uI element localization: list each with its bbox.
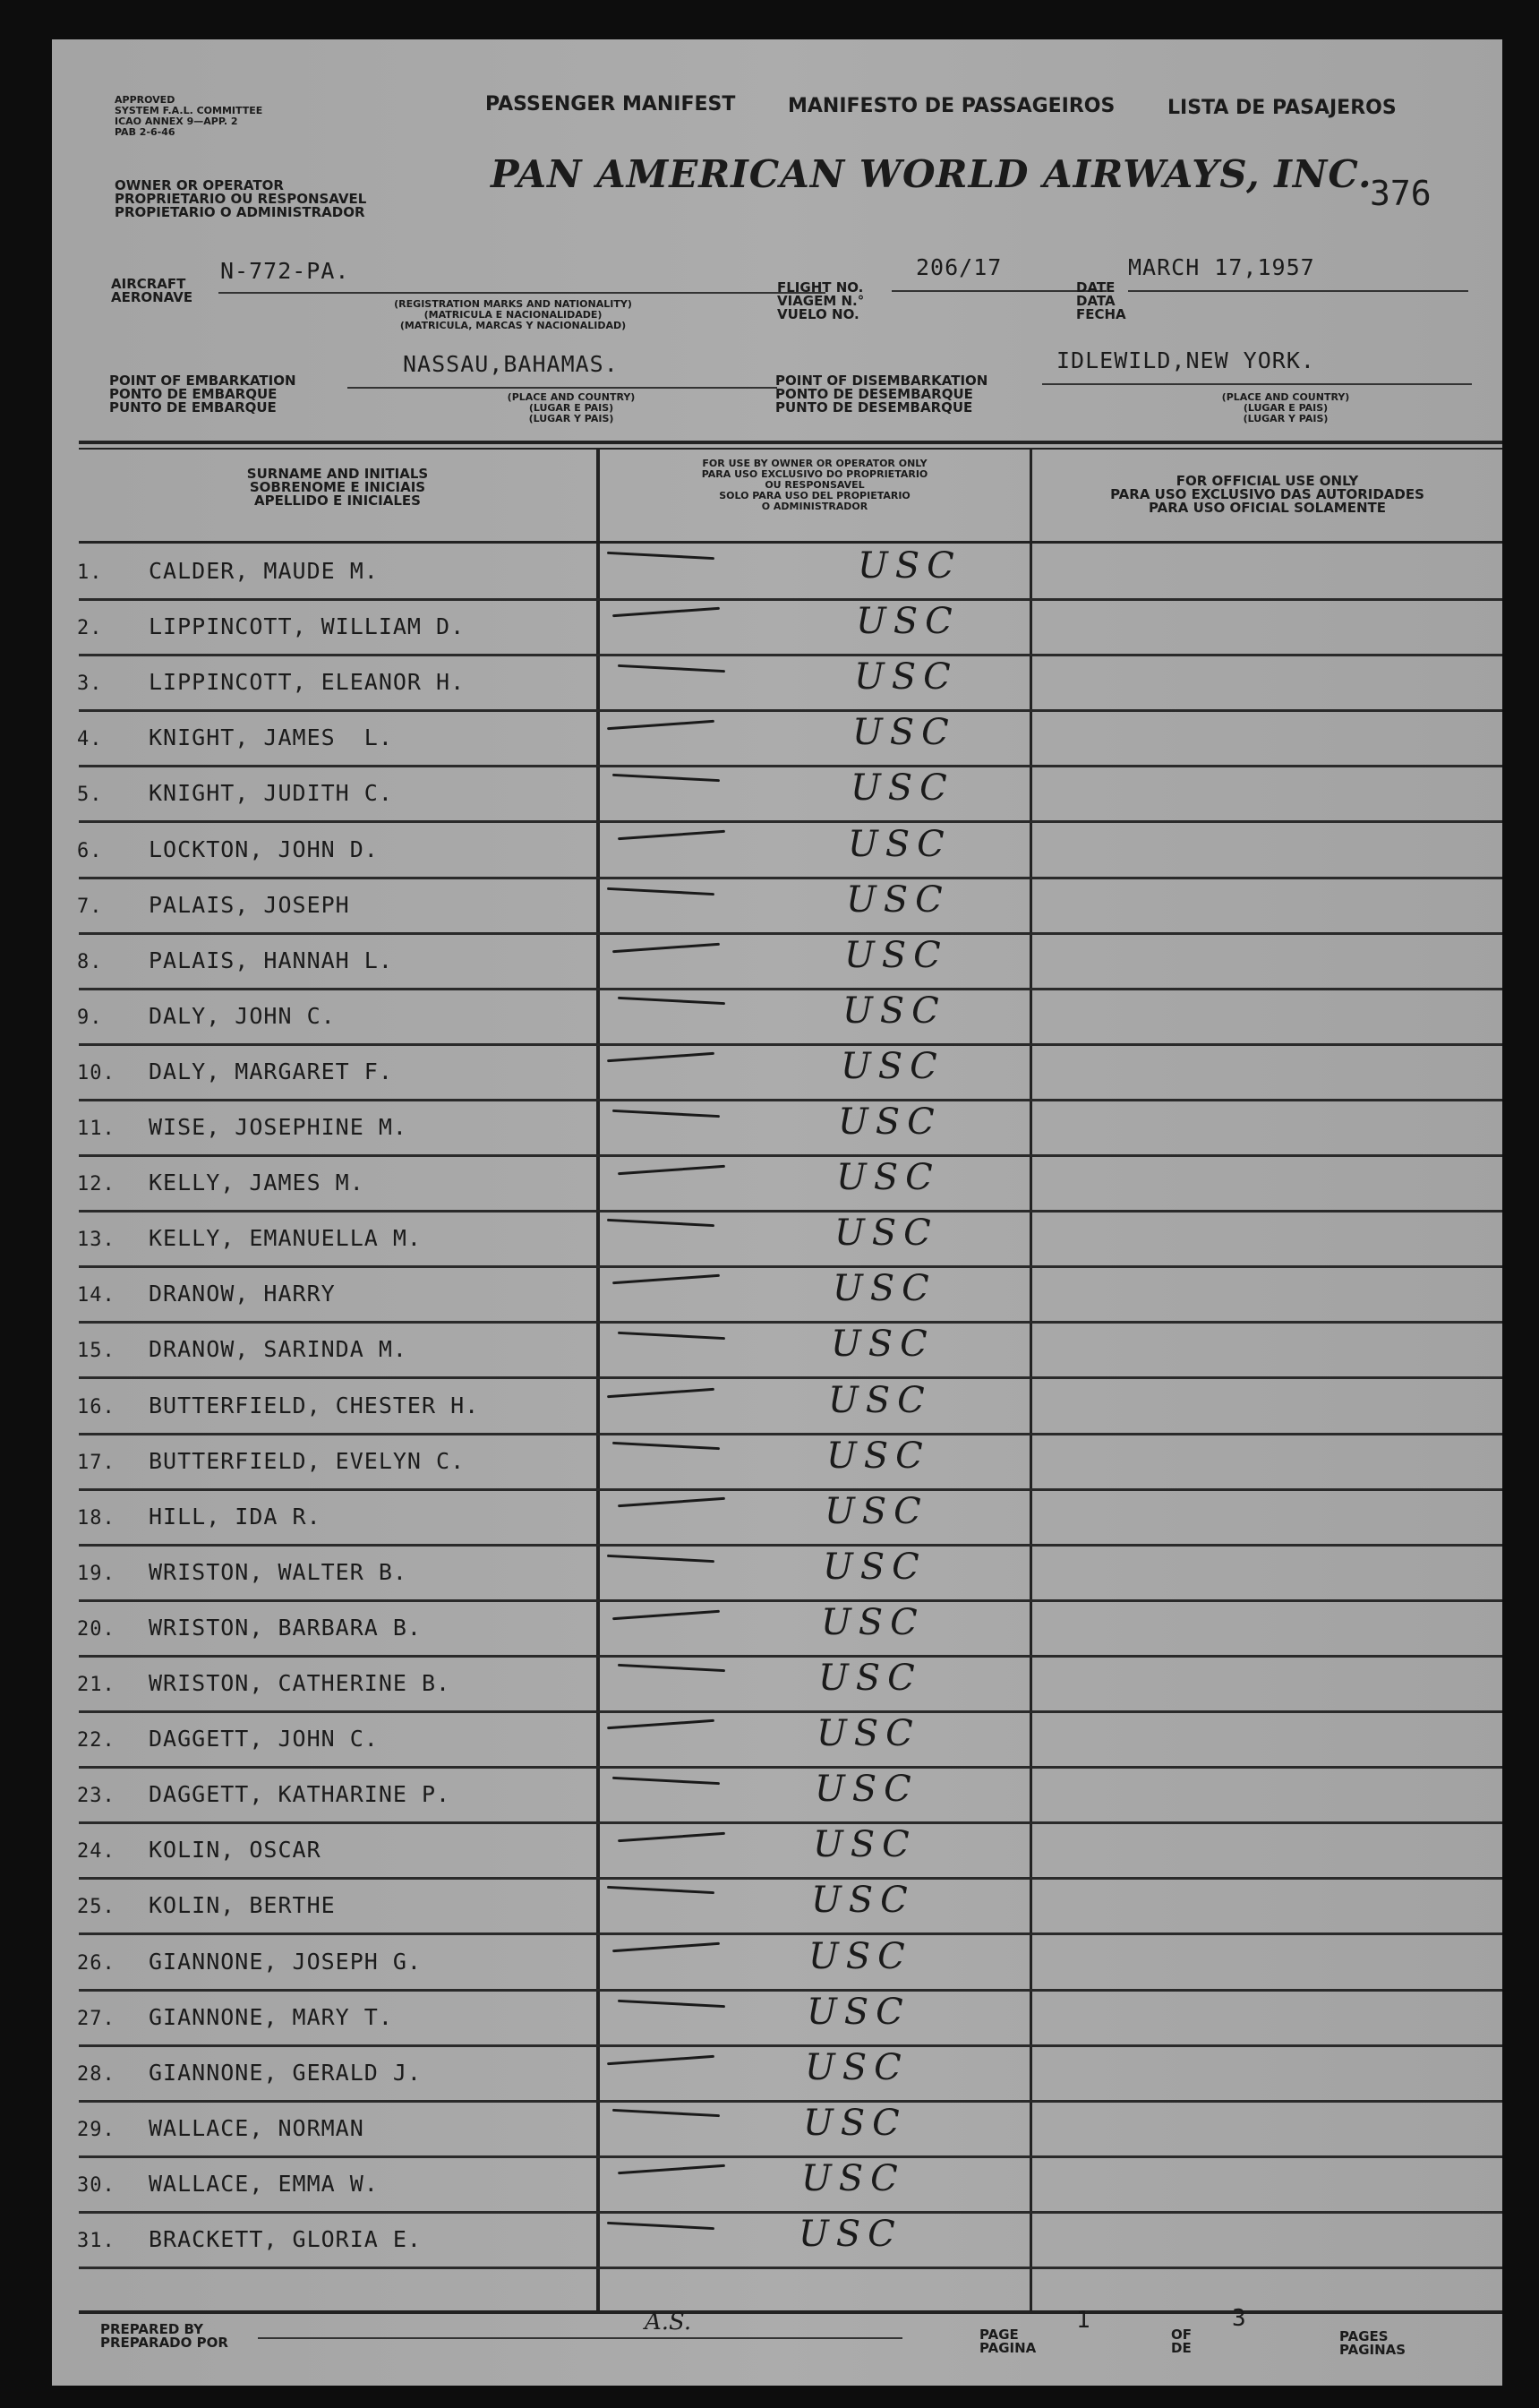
row-number: 2. [77, 617, 103, 640]
disembarkation-value: IDLEWILD,NEW YORK. [1056, 347, 1315, 373]
flight-label-line: FLIGHT NO. [777, 279, 864, 296]
row-number: 21. [77, 1674, 115, 1696]
row-number: 1. [77, 561, 103, 584]
flight-underline [892, 290, 1107, 292]
pen-dash [612, 1941, 720, 1951]
table-row [52, 879, 1502, 935]
table-row [52, 767, 1502, 823]
pen-dash [607, 2055, 714, 2065]
row-number: 8. [77, 950, 103, 973]
table-row [52, 601, 1502, 656]
row-number: 20. [77, 1617, 115, 1641]
table-row [52, 935, 1502, 990]
table-row [52, 824, 1502, 879]
row-number: 9. [77, 1006, 103, 1029]
passenger-name: DALY, MARGARET F. [149, 1058, 393, 1084]
passenger-name: BRACKETT, GLORIA E. [149, 2226, 422, 2252]
table-row [52, 1101, 1502, 1157]
passenger-name: KELLY, JAMES M. [149, 1170, 364, 1196]
pages-label-line: PAGES [1339, 2328, 1389, 2344]
citizenship-mark: USC [805, 2046, 909, 2088]
table-row [52, 1380, 1502, 1435]
pen-dash [612, 1777, 720, 1785]
column-header-names [79, 467, 596, 508]
passenger-name: CALDER, MAUDE M. [149, 558, 379, 584]
page-label-line: PAGE [979, 2327, 1019, 2343]
of-value: 3 [1232, 2305, 1246, 2332]
aircraft-note [312, 299, 714, 331]
citizenship-mark: USC [844, 934, 948, 976]
column-header-line: PARA USO EXCLUSIVO DO PROPRIETARIO [701, 468, 928, 480]
header-bottom-rule [79, 541, 1502, 544]
table-row [52, 1547, 1502, 1602]
citizenship-mark: USC [852, 712, 956, 754]
page-label [979, 2328, 1036, 2355]
of-label-line: DE [1171, 2340, 1192, 2356]
passenger-name: GIANNONE, MARY T. [149, 2003, 393, 2030]
passenger-name: PALAIS, JOSEPH [149, 891, 350, 918]
passenger-name: WISE, JOSEPHINE M. [149, 1114, 407, 1140]
citizenship-mark: USC [831, 1324, 935, 1366]
citizenship-mark: USC [851, 767, 954, 810]
prepared-label-line: PREPARADO POR [100, 2335, 228, 2351]
table-row [52, 2158, 1502, 2214]
column-header-line: APELLIDO E INICIALES [254, 493, 421, 509]
citizenship-mark: USC [815, 1769, 919, 1811]
table-row [52, 1491, 1502, 1547]
owner-label-line: PROPIETARIO O ADMINISTRADOR [115, 204, 365, 220]
column-header-line: PARA USO OFICIAL SOLAMENTE [1148, 500, 1387, 516]
table-row [52, 1992, 1502, 2047]
embarkation-label-line: PONTO DE EMBARQUE [109, 386, 278, 402]
aircraft-label-line: AIRCRAFT [111, 276, 186, 292]
pen-dash [607, 1886, 714, 1894]
pages-label-line: PAGINAS [1339, 2342, 1406, 2358]
table-row [52, 1713, 1502, 1769]
pen-dash [607, 552, 714, 560]
embarkation-note-line: (LUGAR E PAIS) [528, 402, 614, 414]
of-label [1171, 2328, 1192, 2355]
title-en: PASSENGER MANIFEST [485, 93, 736, 116]
citizenship-mark: USC [808, 1935, 912, 1977]
passenger-name: KOLIN, OSCAR [149, 1837, 321, 1864]
pen-dash [618, 2164, 725, 2174]
title-pt: MANIFESTO DE PASSAGEIROS [788, 95, 1116, 117]
citizenship-mark: USC [823, 1546, 927, 1588]
passenger-name: PALAIS, HANNAH L. [149, 947, 393, 973]
column-header-line: SOLO PARA USO DEL PROPIETARIO [719, 490, 911, 501]
aircraft-note-line: (MATRICULA, MARCAS Y NACIONALIDAD) [399, 320, 627, 331]
citizenship-mark: USC [821, 1601, 925, 1643]
row-number: 23. [77, 1785, 115, 1808]
prepared-label [100, 2323, 228, 2350]
citizenship-mark: USC [848, 823, 952, 865]
passenger-name: LOCKTON, JOHN D. [149, 836, 379, 862]
passenger-name: DAGGETT, JOHN C. [149, 1726, 379, 1752]
citizenship-mark: USC [818, 1658, 922, 1699]
pen-dash [612, 1610, 720, 1620]
prepared-label-line: PREPARED BY [100, 2321, 203, 2337]
table-bottom-rule [79, 2310, 1502, 2314]
column-header-operator [600, 458, 1030, 512]
table-row [52, 2047, 1502, 2103]
row-number: 10. [77, 1061, 115, 1084]
disembarkation-underline [1042, 383, 1472, 385]
page-stamp: 376 [1370, 174, 1432, 213]
row-number: 13. [77, 1229, 115, 1252]
embarkation-note-line: (PLACE AND COUNTRY) [507, 391, 636, 403]
passenger-name: LIPPINCOTT, WILLIAM D. [149, 613, 466, 640]
row-number: 15. [77, 1340, 115, 1363]
row-number: 4. [77, 728, 103, 751]
passenger-name: DAGGETT, KATHARINE P. [149, 1781, 451, 1808]
embarkation-label-line: PUNTO DE EMBARQUE [109, 399, 277, 416]
table-row [52, 1658, 1502, 1713]
page-label-line: PAGINA [979, 2340, 1037, 2356]
approval-line: SYSTEM F.A.L. COMMITTEE [115, 105, 263, 116]
of-label-line: OF [1171, 2327, 1192, 2343]
disembarkation-label-line: PUNTO DE DESEMBARQUE [775, 399, 973, 416]
row-number: 27. [77, 2007, 115, 2030]
column-header-line: FOR USE BY OWNER OR OPERATOR ONLY [702, 458, 928, 469]
pen-dash [618, 664, 725, 673]
pen-dash [612, 1441, 720, 1449]
citizenship-mark: USC [838, 1101, 942, 1143]
pen-dash [607, 1719, 714, 1729]
table-row [52, 1324, 1502, 1379]
disembarkation-label-line: PONTO DE DESEMBARQUE [775, 386, 973, 402]
column-header-line: PARA USO EXCLUSIVO DAS AUTORIDADES [1110, 486, 1424, 502]
row-number: 24. [77, 1840, 115, 1864]
pen-dash [618, 1999, 725, 2007]
row-number: 17. [77, 1451, 115, 1474]
pen-dash [618, 1165, 725, 1175]
table-row [52, 1213, 1502, 1268]
aircraft-label-line: AERONAVE [111, 289, 193, 305]
aircraft-value: N-772-PA. [220, 258, 350, 284]
disembarkation-note [1169, 392, 1402, 424]
passenger-name: DRANOW, SARINDA M. [149, 1336, 407, 1363]
pen-dash [607, 1555, 714, 1563]
pen-dash [607, 720, 714, 730]
citizenship-mark: USC [833, 1268, 936, 1310]
passenger-name: WALLACE, EMMA W. [149, 2170, 379, 2197]
table-row [52, 2214, 1502, 2269]
table-row [52, 1602, 1502, 1658]
flight-label-line: VUELO NO. [777, 306, 859, 322]
owner-label-line: OWNER OR OPERATOR [115, 177, 284, 193]
disembarkation-label [775, 374, 988, 415]
column-header-official [1032, 475, 1502, 515]
table-row [52, 1046, 1502, 1101]
row-number: 25. [77, 1896, 115, 1919]
passenger-name: GIANNONE, GERALD J. [149, 2059, 422, 2086]
table-row [52, 712, 1502, 767]
table-row [52, 1769, 1502, 1824]
column-header-line: FOR OFFICIAL USE ONLY [1176, 473, 1359, 489]
table-row [52, 545, 1502, 601]
row-number: 12. [77, 1173, 115, 1196]
passenger-name: DALY, JOHN C. [149, 1002, 336, 1029]
pen-dash [612, 607, 720, 617]
page-value: 1 [1076, 2307, 1090, 2334]
table-row [52, 1824, 1502, 1880]
citizenship-mark: USC [813, 1824, 917, 1866]
disembarkation-note-line: (PLACE AND COUNTRY) [1221, 391, 1350, 403]
passenger-name: DRANOW, HARRY [149, 1281, 336, 1307]
table-row [52, 990, 1502, 1046]
aircraft-note-line: (REGISTRATION MARKS AND NATIONALITY) [394, 298, 632, 310]
owner-label [115, 179, 366, 219]
prepared-value: A.S. [645, 2309, 692, 2335]
embarkation-label-line: POINT OF EMBARKATION [109, 373, 296, 389]
passenger-name: WRISTON, WALTER B. [149, 1558, 407, 1585]
aircraft-underline [218, 292, 825, 294]
approval-block [115, 95, 262, 138]
embarkation-note [455, 392, 688, 424]
pen-dash [618, 1332, 725, 1340]
pen-dash [618, 829, 725, 839]
row-number: 5. [77, 784, 103, 807]
title-es: LISTA DE PASAJEROS [1167, 97, 1397, 119]
citizenship-mark: USC [825, 1490, 928, 1532]
citizenship-mark: USC [799, 2214, 902, 2255]
date-label-line: DATA [1076, 293, 1116, 309]
table-row [52, 656, 1502, 712]
passenger-name: KELLY, EMANUELLA M. [149, 1225, 422, 1252]
passenger-name: KNIGHT, JAMES L. [149, 724, 393, 751]
row-number: 18. [77, 1506, 115, 1530]
citizenship-mark: USC [854, 656, 958, 698]
date-label [1076, 281, 1126, 321]
embarkation-label [109, 374, 296, 415]
approval-line: APPROVED [115, 94, 175, 106]
citizenship-mark: USC [803, 2102, 907, 2144]
pen-dash [618, 1497, 725, 1507]
pen-dash [607, 1219, 714, 1227]
column-header-line: SOBRENOME E INICIAIS [249, 479, 426, 495]
row-number: 16. [77, 1395, 115, 1418]
citizenship-mark: USC [817, 1713, 920, 1755]
pen-dash [618, 997, 725, 1005]
row-number: 3. [77, 673, 103, 696]
citizenship-mark: USC [826, 1435, 930, 1477]
table-row [52, 1435, 1502, 1491]
table-row [52, 2103, 1502, 2158]
column-header-line: SURNAME AND INITIALS [246, 466, 429, 482]
citizenship-mark: USC [841, 1045, 945, 1087]
row-number: 29. [77, 2118, 115, 2141]
row-number: 31. [77, 2230, 115, 2252]
owner-label-line: PROPRIETARIO OU RESPONSAVEL [115, 191, 367, 207]
passenger-name: BUTTERFIELD, EVELYN C. [149, 1447, 466, 1474]
row-number: 11. [77, 1118, 115, 1140]
passenger-name: HILL, IDA R. [149, 1503, 321, 1530]
approval-line: ICAO ANNEX 9—APP. 2 [115, 116, 238, 127]
pen-dash [607, 887, 714, 895]
passenger-name: KOLIN, BERTHE [149, 1892, 336, 1919]
approval-line: PAB 2-6-46 [115, 126, 175, 138]
column-header-line: O ADMINISTRADOR [761, 501, 868, 512]
pen-dash [612, 774, 720, 782]
table-row [52, 1157, 1502, 1213]
disembarkation-note-line: (LUGAR Y PAIS) [1243, 413, 1329, 424]
table-row [52, 1880, 1502, 1935]
passenger-name: BUTTERFIELD, CHESTER H. [149, 1392, 480, 1418]
citizenship-mark: USC [856, 601, 960, 643]
row-number: 28. [77, 2062, 115, 2086]
table-row [52, 1936, 1502, 1992]
passenger-name: GIANNONE, JOSEPH G. [149, 1948, 422, 1975]
pen-dash [612, 1110, 720, 1118]
passenger-name: WRISTON, CATHERINE B. [149, 1670, 451, 1696]
embarkation-value: NASSAU,BAHAMAS. [403, 351, 619, 377]
citizenship-mark: USC [811, 1880, 915, 1922]
row-number: 6. [77, 839, 103, 862]
company-name: PAN AMERICAN WORLD AIRWAYS, INC. [491, 152, 1372, 196]
embarkation-note-line: (LUGAR Y PAIS) [528, 413, 614, 424]
disembarkation-note-line: (LUGAR E PAIS) [1243, 402, 1329, 414]
date-label-line: DATE [1076, 279, 1116, 296]
date-value: MARCH 17,1957 [1128, 254, 1315, 280]
passenger-name: WALLACE, NORMAN [149, 2114, 364, 2141]
table-row [52, 1268, 1502, 1324]
citizenship-mark: USC [858, 545, 962, 587]
pages-label [1339, 2330, 1406, 2357]
row-number: 22. [77, 1729, 115, 1752]
passenger-name: WRISTON, BARBARA B. [149, 1614, 422, 1641]
row-rule [79, 2267, 1502, 2269]
pen-dash [612, 1274, 720, 1284]
pen-dash [607, 1387, 714, 1397]
passenger-name: KNIGHT, JUDITH C. [149, 780, 393, 807]
citizenship-mark: USC [801, 2157, 905, 2199]
citizenship-mark: USC [807, 1991, 911, 2033]
row-number: 19. [77, 1562, 115, 1585]
embarkation-underline [347, 387, 777, 389]
pen-dash [607, 1052, 714, 1062]
manifest-sheet [52, 39, 1502, 2386]
column-header-line: OU RESPONSAVEL [765, 479, 865, 491]
citizenship-mark: USC [828, 1379, 932, 1421]
passenger-name: LIPPINCOTT, ELEANOR H. [149, 669, 466, 696]
citizenship-mark: USC [842, 990, 946, 1032]
pen-dash [618, 1832, 725, 1842]
pen-dash [618, 1664, 725, 1672]
row-number: 30. [77, 2173, 115, 2197]
date-label-line: FECHA [1076, 306, 1126, 322]
prepared-underline [258, 2337, 902, 2339]
row-number: 7. [77, 895, 103, 918]
citizenship-mark: USC [846, 878, 950, 921]
aircraft-label [111, 278, 192, 304]
flight-label [777, 281, 864, 321]
pen-dash [607, 2222, 714, 2230]
flight-value: 206/17 [916, 254, 1003, 280]
aircraft-note-line: (MATRICULA E NACIONALIDADE) [423, 309, 603, 321]
citizenship-mark: USC [834, 1213, 938, 1255]
table-top-rule-2 [79, 448, 1502, 450]
citizenship-mark: USC [836, 1157, 940, 1199]
table-top-rule [79, 441, 1502, 444]
date-underline [1128, 290, 1468, 292]
disembarkation-label-line: POINT OF DISEMBARKATION [775, 373, 988, 389]
pen-dash [612, 2109, 720, 2117]
pen-dash [612, 943, 720, 953]
row-number: 14. [77, 1284, 115, 1307]
row-number: 26. [77, 1951, 115, 1975]
flight-label-line: VIAGEM N.° [777, 293, 865, 309]
